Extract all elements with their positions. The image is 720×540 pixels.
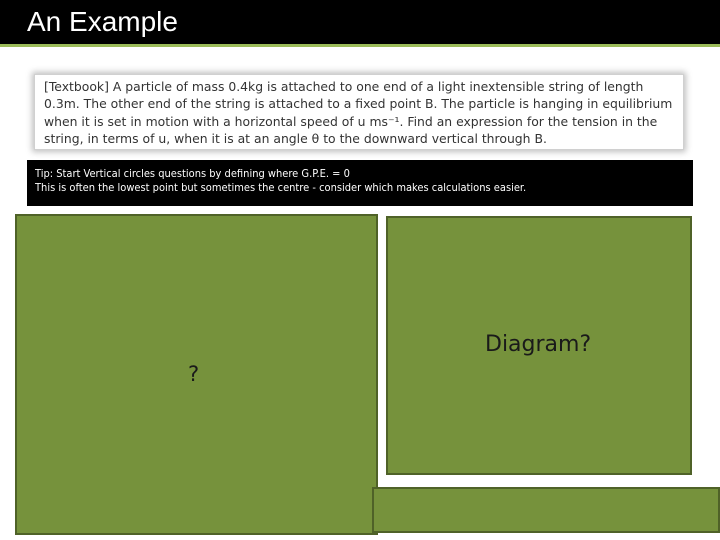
accent-divider bbox=[0, 44, 720, 47]
answer-box-bottom bbox=[372, 487, 720, 533]
diagram-placeholder-label: Diagram? bbox=[485, 332, 592, 357]
textbook-question-box bbox=[34, 74, 684, 150]
textbook-question-text: [Textbook] A particle of mass 0.4kg is attached to one end of a light inextensible string of length 0.3m. The other end of the string is attached to a fixed point B. The particle is hanging in equilibrium when it is set in motion with a horizontal speed of u ms⁻¹. Find an expression for the tension in the string, in terms of u, when it is at an angle θ to the downward vertical through B. bbox=[44, 79, 673, 146]
slide-title: An Example bbox=[27, 6, 178, 37]
tip-box bbox=[27, 160, 693, 206]
working-placeholder-label: ? bbox=[188, 362, 200, 386]
title-bar bbox=[0, 0, 720, 44]
tip-line-1: Tip: Start Vertical circles questions by defining where G.P.E. = 0 bbox=[35, 167, 350, 180]
tip-line-2: This is often the lowest point but sometimes the centre - consider which makes calculations easier. bbox=[35, 181, 527, 194]
